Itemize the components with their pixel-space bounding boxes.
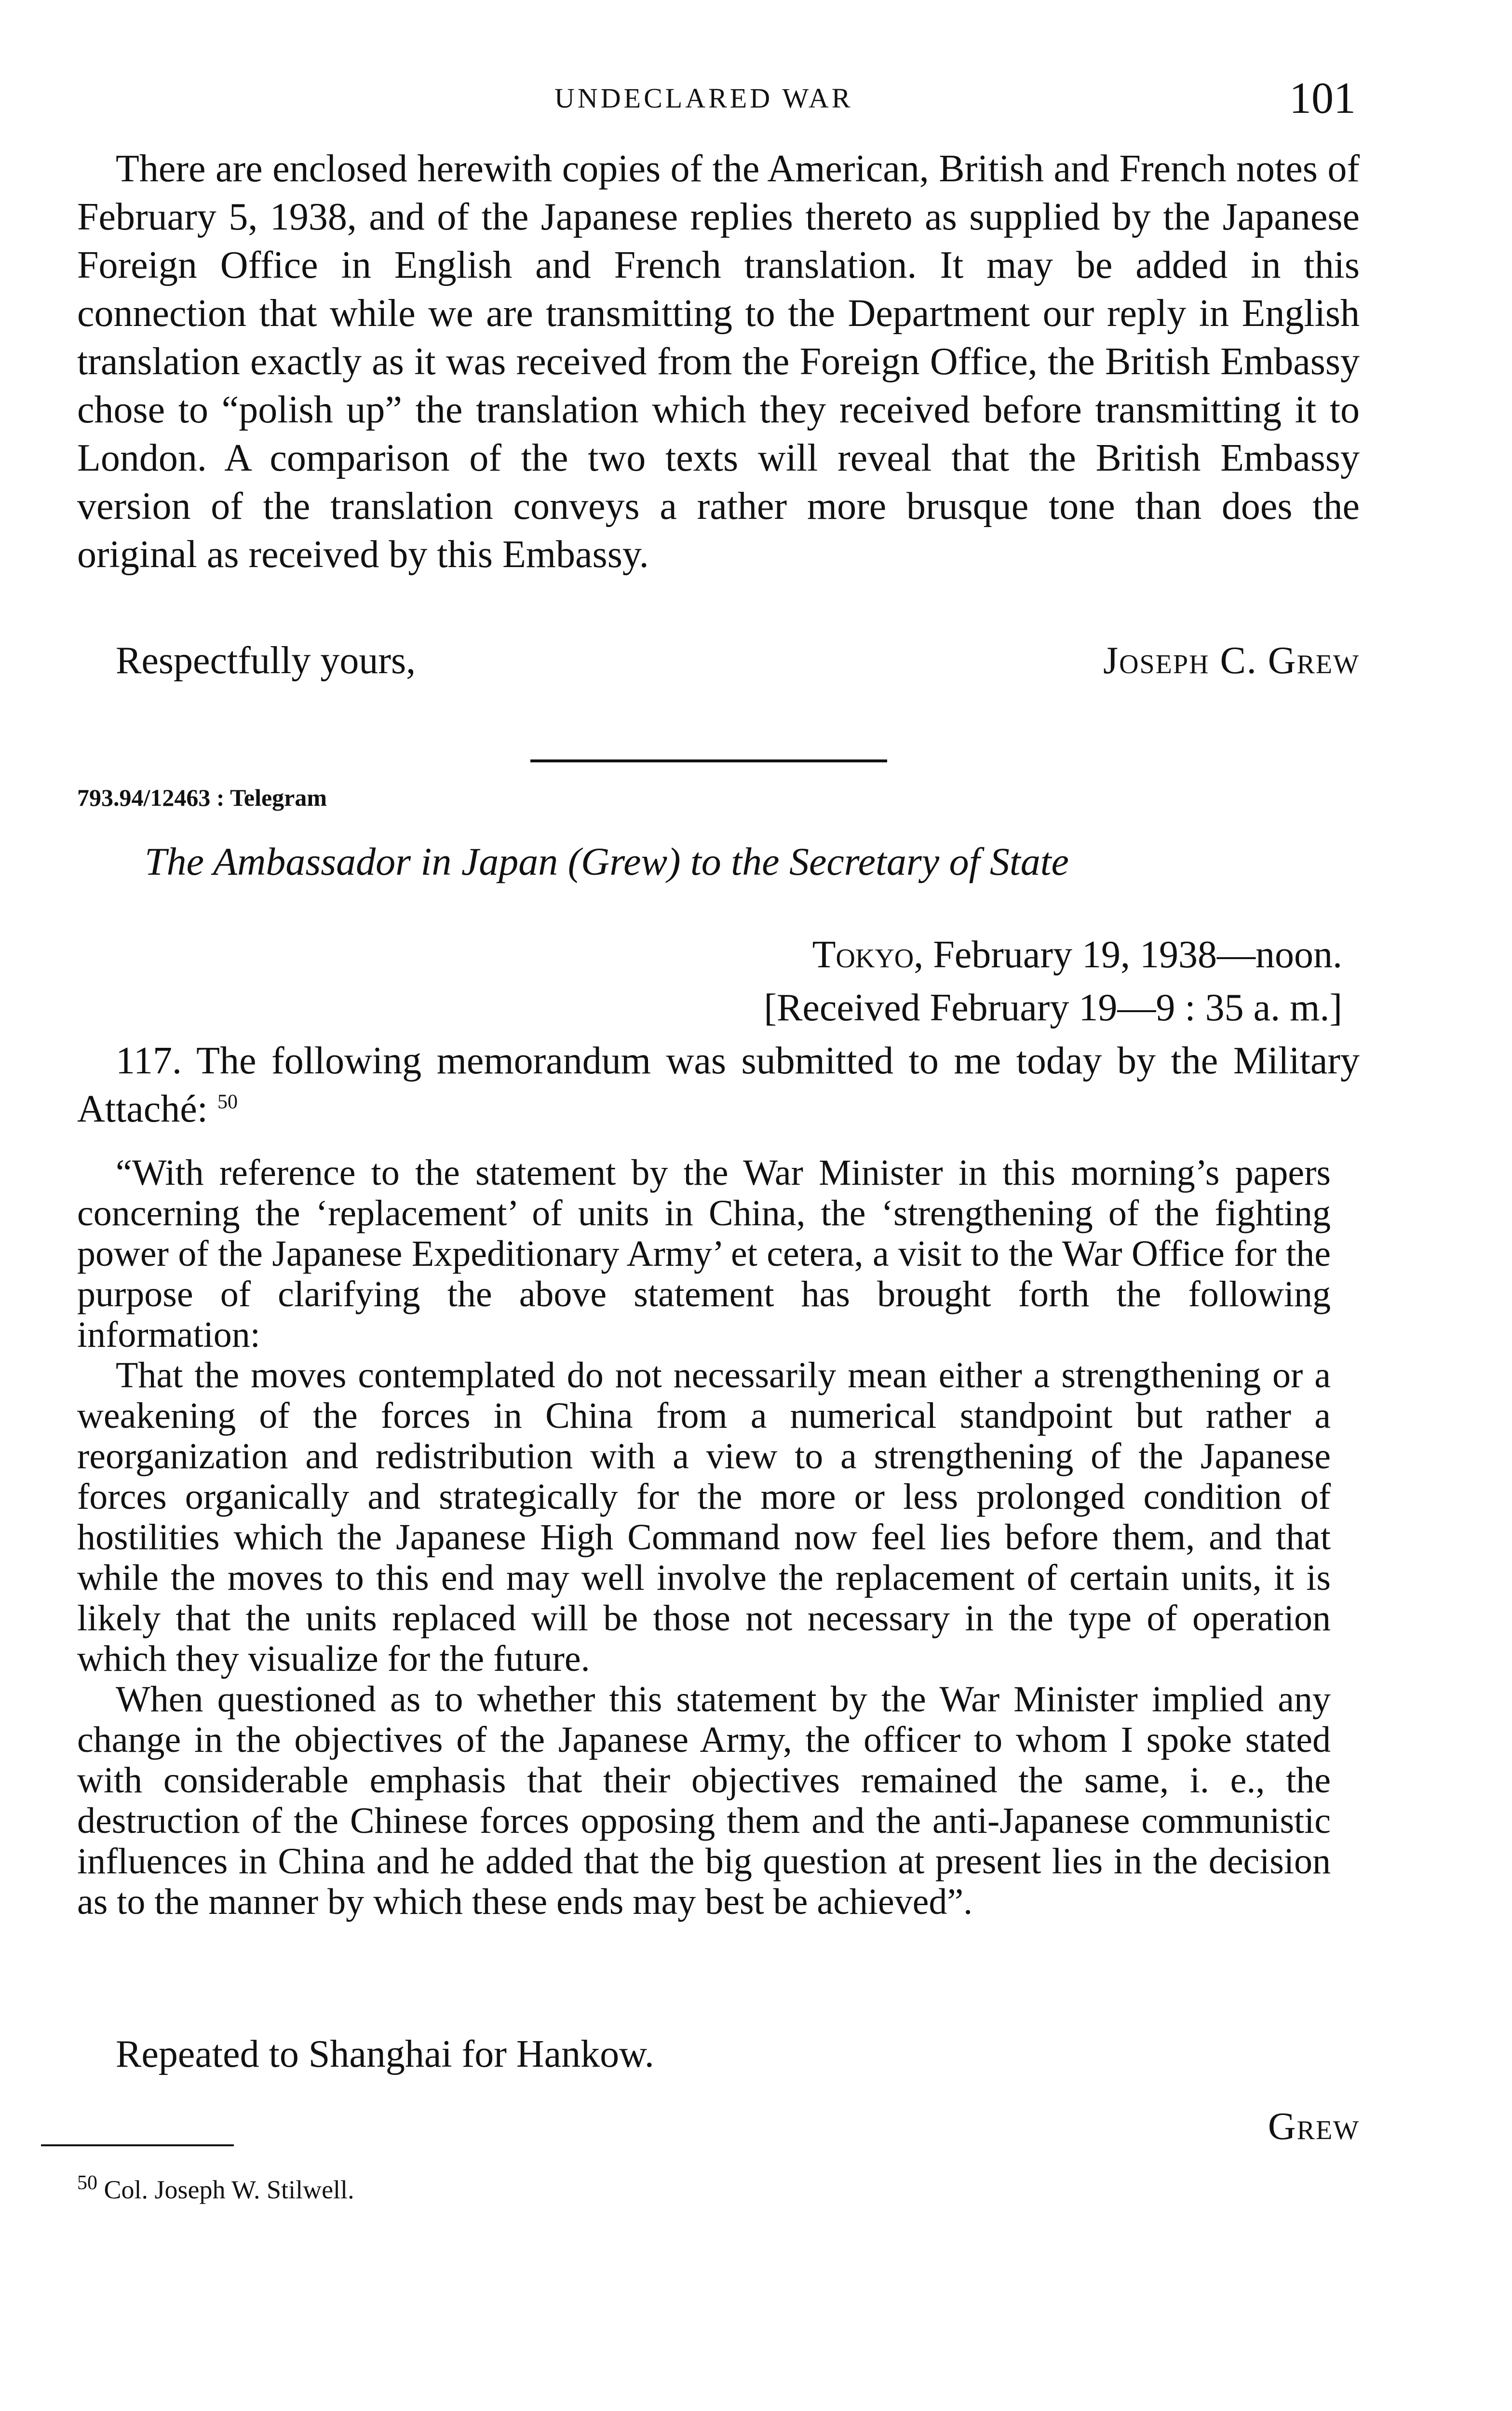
footnote-rule xyxy=(41,2144,234,2146)
file-reference: 793.94/12463 : Telegram xyxy=(77,784,327,811)
opening-text: 117. The following memorandum was submitted to me today by the Military Attaché: xyxy=(77,1040,1360,1130)
quote-paragraph-3: When questioned as to whether this statement by the War Minister implied any change in the objectives of the Japanese Army, the officer to whom I spoke stated with considerable emphasis that their objectives remained the same, i. e., the destruction of the Chinese forces opposing them and the anti-Japanese communistic influences in China and he added that the big question at present lies in the decision as to the manner by which these ends may best be achieved”. xyxy=(77,1679,1331,1922)
running-title: UNDECLARED WAR xyxy=(554,82,853,114)
page-number: 101 xyxy=(1289,73,1356,122)
telegram-opening-paragraph xyxy=(77,1037,1360,1133)
telegram-opening xyxy=(77,1037,1360,1133)
running-head xyxy=(0,72,1512,135)
signature-grew: Grew xyxy=(1268,2105,1360,2148)
telegram-signoff xyxy=(77,2105,1360,2153)
footnote-reference: 50 xyxy=(217,1091,238,1113)
closing-salutation: Respectfully yours, xyxy=(116,639,416,682)
repeated-note xyxy=(77,2030,1360,2078)
footnote xyxy=(77,2172,354,2205)
memorandum-quote xyxy=(77,1152,1331,1922)
dateline-place: Tokyo xyxy=(812,934,914,976)
quote-paragraph-2: That the moves contemplated do not necessarily mean either a strengthening or a weakening of the forces in China from a numerical standpoint but rather a reorganization and redistribution with a view to a strengthening of the Japanese forces organically and strategically for the more or less prolonged condition of hostilities which the Japanese High Command now feel lies before them, and that while the moves to this end may well involve the replacement of certain units, it is likely that the units replaced will be those not necessary in the type of operation which they visualize for the future. xyxy=(77,1355,1331,1679)
section-divider xyxy=(530,759,887,762)
dateline-date: , February 19, 1938—noon. xyxy=(914,934,1342,976)
dateline xyxy=(812,933,1342,977)
repeated-line: Repeated to Shanghai for Hankow. xyxy=(116,2033,654,2075)
previous-document-body xyxy=(77,145,1360,579)
document-heading: The Ambassador in Japan (Grew) to the Secretary of State xyxy=(145,840,1069,883)
signature-grew-full: Joseph C. Grew xyxy=(1103,639,1360,682)
footnote-text: Col. Joseph W. Stilwell. xyxy=(104,2175,354,2204)
footnote-marker: 50 xyxy=(77,2172,97,2194)
quote-paragraph-1: “With reference to the statement by the War Minister in this morning’s papers concerning the ‘replacement’ of units in China, the ‘strengthening of the fighting power of the Japanese Expeditionary Army’ et cetera, a visit to the War Office for the purpose of clarifying the above statement has brought forth the following information: xyxy=(77,1152,1331,1355)
received-line: [Received February 19—9 : 35 a. m.] xyxy=(764,987,1342,1029)
previous-document-signoff xyxy=(77,639,1360,687)
previous-document-paragraph: There are enclosed herewith copies of the American, British and French notes of February 5, 1938, and of the Japanese replies thereto as supplied by the Japanese Foreign Office in English and French translation. It may be added in this connection that while we are transmitting to the Department our reply in English translation exactly as it was received from the Foreign Office, the British Embassy chose to “polish up” the translation which they received before transmitting it to London. A comparison of the two texts will reveal that the British Embassy version of the translation conveys a rather more brusque tone than does the original as received by this Embassy. xyxy=(77,148,1360,576)
